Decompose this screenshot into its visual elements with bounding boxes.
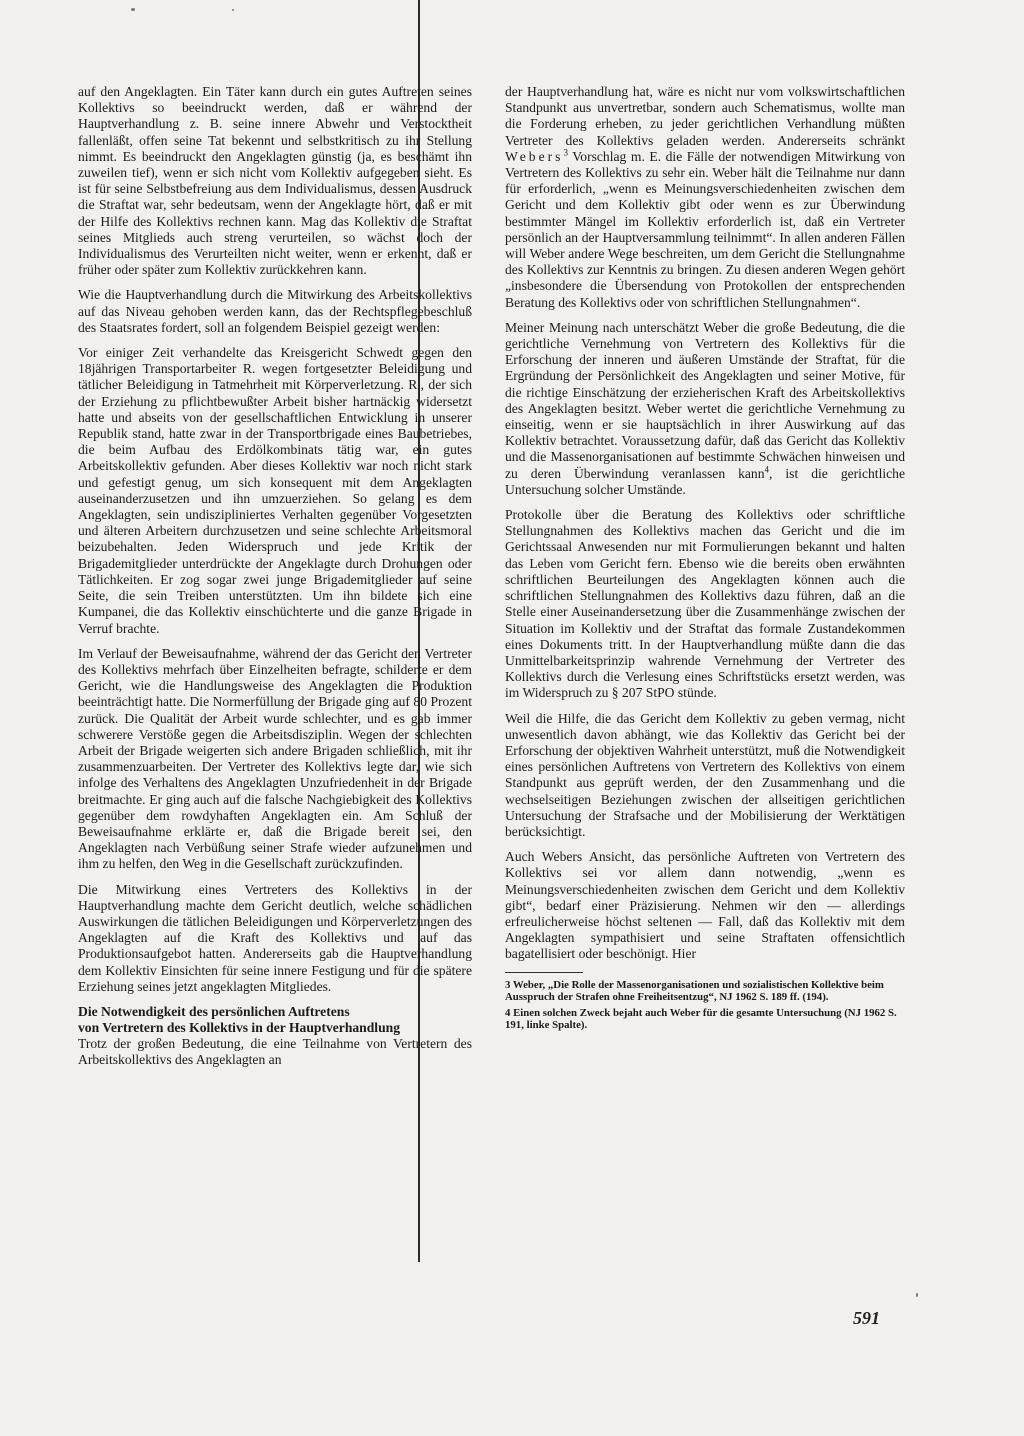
section-heading [78,1004,472,1036]
footnotes [505,979,905,1032]
paragraph: Vor einiger Zeit verhandelte das Kreisgericht Schwedt gegen den 18jährigen Transportarbeiter R. wegen fortgesetzter Beleidigung und tätlicher Beleidigung in Tatmehrheit mit Körperverletzung. R., der sich der Erziehung zu pflichtbewußter Arbeit bisher hartnäckig widersetzt hatte und abseits von der gesellschaftlichen Entwicklung in unserer Republik stand, hatte zwar in der Transportbrigade eines Baubetriebes, die beim Aufbau des Erdölkombinats tätig war, ein gutes Arbeitskollektiv gefunden. Aber dieses Kollektiv war noch nicht stark und gefestigt genug, um sich konsequent mit dem Angeklagten auseinanderzusetzen und ihn umzuerziehen. So gelang es dem Angeklagten, sein undiszipliniertes Verhalten gegenüber Vorgesetzten und älteren Arbeitern durchzusetzen und seine schlechte Arbeitsmoral beizubehalten. Jeden Widerspruch und jede Kritik der Brigademitglieder unterdrückte der Angeklagte durch Drohungen oder Tätlichkeiten. Er zog sogar zwei junge Brigademitglieder auf seine Seite, die sein Treiben unterstützten. Um ihn bildete sich eine Kumpanei, die das Kollektiv einschüchterte und die ganze Brigade in Verruf brachte. [78,345,472,636]
paper-speck [131,8,135,11]
paragraph: Im Verlauf der Beweisaufnahme, während der das Gericht den Vertreter des Kollektivs mehrfach über Einzelheiten befragte, schilderte er dem Gericht, wie die Handlungsweise des Angeklagten die Produktion beeinträchtigt hatte. Die Normerfüllung der Brigade ging auf 80 Prozent zurück. Die Qualität der Arbeit wurde schlechter, und es gab immer schwerere Verstöße gegen die Arbeitsdisziplin. Wegen der schlechten Arbeit der Brigade weigerten sich andere Brigaden schließlich, mit ihr zusammenzuarbeiten. Der Vertreter des Kollektivs legte dar, wie sich infolge des Verhaltens des Angeklagten Unzufriedenheit in der Brigade breitmachte. Er ging auch auf die falsche Nachgiebigkeit des Kollektivs gegenüber dem rowdyhaften Angeklagten ein. Am Schluß der Beweisaufnahme erklärte er, daß die Brigade bereit sei, den Angeklagten nach Verbüßung seiner Strafe wieder aufzunehmen und ihm zu helfen, den Weg in die Gesellschaft zurückzufinden. [78,645,472,872]
paragraph: Wie die Hauptverhandlung durch die Mitwirkung des Arbeitskollektivs auf das Niveau gehoben werden kann, das der Rechtspflegebeschluß des Staatsrates fordert, soll an folgendem Beispiel gezeigt werden: [78,287,472,335]
footnote-ref: 4 [764,464,770,475]
paragraph: Weil die Hilfe, die das Gericht dem Kollektiv zu geben vermag, nicht unwesentlich davon abhängt, wie das Kollektiv das Gericht bei der Erforschung der objektiven Wahrheit unterstützt, muß die Notwendigkeit eines persönlichen Auftretens von Vertretern des Kollektivs von einem Standpunkt aus geprüft werden, der den Zusammenhang und die wechselseitigen Beziehungen zwischen der allseitigen gerichtlichen Untersuchung der Strafsache und der Mobilisierung der Werktätigen berücksichtigt. [505,710,905,839]
paragraph [505,84,905,311]
footnote: 4 Einen solchen Zweck bejaht auch Weber für die gesamte Untersuchung (NJ 1962 S. 191, linke Spalte). [505,1006,897,1032]
footnote-divider [505,972,583,973]
text-run: , ist die gerichtliche Untersuchung solcher Umstände. [505,465,905,497]
text-run: der Hauptverhandlung hat, wäre es nicht nur vom volkswirtschaftlichen Standpunkt aus unvertretbar, sondern auch Schematismus, wollte man die Forderung erheben, zu jeder gerichtlichen Verhandlung müßten Vertreter des Kollektivs geladen werden. Andererseits schränkt [505,84,905,148]
cited-author-name: Webers [505,148,564,164]
paragraph: Trotz der großen Bedeutung, die eine Teilnahme von Vertretern des Arbeitskollektivs des Angeklagten an [78,1035,472,1068]
text-run: Meiner Meinung nach unterschätzt Weber die große Bedeutung, die die gerichtliche Vernehmung von Vertretern des Kollektivs für die Erforschung der inneren und äußeren Umstände der Straftat, für die Ergründung der Persönlichkeit des Angeklagten und seiner Motive, für die richtige Einschätzung der erzieherischen Kraft des Arbeitskollektivs des Angeklagten besitzt. Weber wertet die gerichtliche Vernehmung zu einseitig, wenn er sie hauptsächlich in ihrer Auswirkung auf das Kollektiv betrachtet. Voraussetzung dafür, daß das Gericht das Kollektiv und die Massenorganisationen auf bestimmte Schwächen hinweisen und zu deren Überwindung veranlassen kann [505,319,905,481]
text-run: Vorschlag m. E. die Fälle der notwendigen Mitwirkung von Vertretern des Kollektivs zu sehr ein. Weber hält die Teilnahme nur dann für erforderlich, „wenn es Meinungsverschiedenheiten zwischen dem Gericht und dem Kollektiv gibt oder wenn es zur Überwindung bestimmter Mängel im Kollektiv erforderlich ist, daß ein Vertreter persönlich an der Hauptversammlung teilnimmt“. In allen anderen Fällen will Weber andere Wege beschreiten, um dem Gericht die Stellungnahme des Kollektivs zur Kenntnis zu bringen. Zu diesen anderen Wegen gehört „insbesondere die Übersendung von Protokollen der entsprechenden Beratung des Kollektivs oder von schriftlichen Stellungnahmen“. [505,148,905,310]
paragraph [505,320,905,498]
right-column [505,84,905,1035]
paper-speck [916,1293,918,1297]
paper-speck [232,9,234,11]
section-heading-line-2: von Vertretern des Kollektivs in der Hauptverhandlung [78,1019,401,1035]
left-column [78,84,472,1077]
page-number: 591 [853,1308,880,1328]
section-heading-line-1: Die Notwendigkeit des persönlichen Auftretens [78,1003,350,1019]
paragraph: Die Mitwirkung eines Vertreters des Kollektivs in der Hauptverhandlung machte dem Gericht deutlich, welche schädlichen Auswirkungen die tätlichen Beleidigungen und Körperverletzungen des Angeklagten auf die Kraft des Kollektivs und auf das Produktionsaufgebot hatten. Andererseits gab die Hauptverhandlung dem Kollektiv Einsichten für seine innere Festigung und für die spätere Erziehung seines jetzt angeklagten Mitgliedes. [78,881,472,994]
paragraph: auf den Angeklagten. Ein Täter kann durch ein gutes Auftreten seines Kollektivs so beeindruckt werden, daß er während der Hauptverhandlung z. B. seine innere Abwehr und Verstocktheit fallenläßt, offen seine Tat bekennt und selbstkritisch zu ihr Stellung nimmt. Es beeindruckt den Angeklagten günstig (ja, es beschämt ihn zuweilen tief), wenn er sich nicht vom Kollektiv aufgegeben sieht. Es ist für seine Selbstbefreiung aus dem Individualismus, dessen Ausdruck die Straftat war, sehr bedeutsam, wenn der Angeklagte hört, daß er mit der Hilfe des Kollektivs rechnen kann. Mag das Kollektiv die Straftat seines Mitglieds auch streng verurteilen, so wächst doch der Individualismus des Verurteilten nicht weiter, wenn er erkennt, daß er früher oder später zum Kollektiv zurückkehren kann. [78,84,472,278]
paragraph: Auch Webers Ansicht, das persönliche Auftreten von Vertretern des Kollektivs sei vor allem dann notwendig, „wenn es Meinungsverschiedenheiten zwischen dem Gericht und dem Kollektiv gibt“, bedarf einer Präzisierung. Nehmen wir den — allerdings erfreulicherweise höchst seltenen — Fall, daß das Kollektiv mit dem Angeklagten sympathisiert und seine Straftaten offensichtlich bagatellisiert oder beschönigt. Hier [505,849,905,962]
footnote-ref: 3 [563,147,568,158]
footnote: 3 Weber, „Die Rolle der Massenorganisationen und sozialistischen Kollektive beim Ausspruch der Strafen ohne Freiheitsentzug“, NJ 1962 S. 189 ff. (194). [505,978,884,1004]
paragraph: Protokolle über die Beratung des Kollektivs oder schriftliche Stellungnahmen des Kollektivs machen das Gericht und die im Gerichtssaal Anwesenden nur mit Formulierungen bekannt und halten das Leben vom Gericht fern. Ebenso wie die bereits oben erwähnten schriftlichen Beurteilungen des Angeklagten können auch die schriftlichen Stellungnahmen des Kollektivs dazu führen, daß an die Stelle einer Auseinandersetzung über die Zusammenhänge zwischen der Situation im Kollektiv und der Straftat das formale Zustandekommen eines Dokuments tritt. In der Hauptverhandlung müßte dann die das Unmittelbarkeitsprinzip wahrende Vernehmung der Vertreter des Kollektivs durch die Verlesung eines Schriftstücks ersetzt werden, was im Widerspruch zu § 207 StPO stünde. [505,507,905,701]
